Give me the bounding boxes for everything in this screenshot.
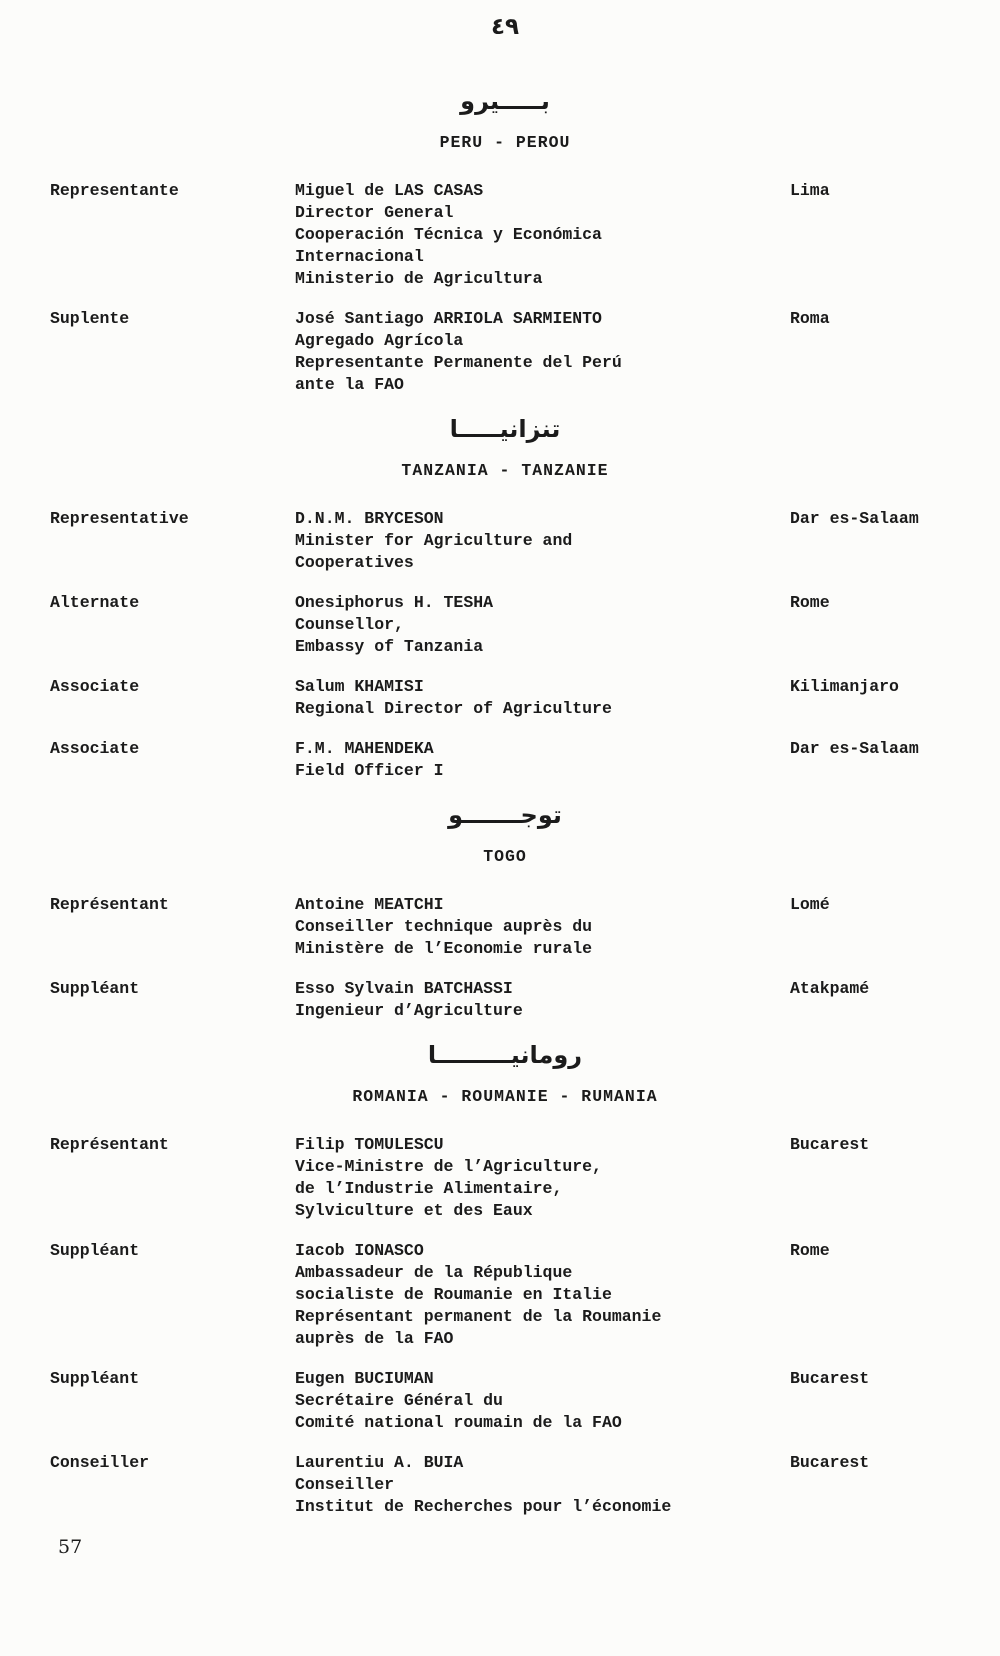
delegate-entry [50, 1240, 960, 1350]
delegate-details [295, 508, 790, 574]
delegate-role: Suppléant [50, 1369, 140, 1388]
delegate-role: Suppléant [50, 1241, 140, 1260]
delegate-city: Kilimanjaro [790, 677, 899, 696]
delegate-details [295, 1134, 790, 1222]
delegate-detail-line: Onesiphorus H. TESHA [295, 593, 494, 612]
delegate-city: Roma [790, 309, 830, 328]
delegate-detail-line: Secrétaire Général du [295, 1391, 503, 1410]
delegate-detail-line: Miguel de LAS CASAS [295, 181, 484, 200]
delegate-role: Représentant [50, 1135, 169, 1154]
delegate-role: Représentant [50, 895, 169, 914]
country-name-latin: PERU - PEROU [439, 133, 571, 152]
delegate-city: Bucarest [790, 1369, 870, 1388]
country-section [50, 800, 960, 1022]
page-number: 57 [58, 1536, 83, 1558]
delegate-role: Suppléant [50, 979, 140, 998]
delegate-detail-line: Ambassadeur de la République [295, 1263, 573, 1282]
delegate-detail-line: auprès de la FAO [295, 1329, 454, 1348]
delegate-detail-line: Minister for Agriculture and [295, 531, 573, 550]
delegate-details [295, 978, 790, 1022]
delegate-detail-line: F.M. MAHENDEKA [295, 739, 434, 758]
delegate-city: Lima [790, 181, 830, 200]
delegate-detail-line: Filip TOMULESCU [295, 1135, 444, 1154]
delegates-list [50, 86, 960, 1518]
delegate-detail-line: José Santiago ARRIOLA SARMIENTO [295, 309, 602, 328]
country-section [50, 86, 960, 396]
delegate-detail-line: de l’Industrie Alimentaire, [295, 1179, 563, 1198]
delegate-entry [50, 592, 960, 658]
delegate-role: Conseiller [50, 1453, 150, 1472]
delegate-detail-line: Field Officer I [295, 761, 444, 780]
country-name-latin: ROMANIA - ROUMANIE - RUMANIA [352, 1087, 658, 1106]
delegate-detail-line: Institut de Recherches pour l’économie [295, 1497, 672, 1516]
delegate-detail-line: Esso Sylvain BATCHASSI [295, 979, 513, 998]
delegate-detail-line: Comité national roumain de la FAO [295, 1413, 622, 1432]
page-number-arabic: ٤٩ [490, 14, 520, 40]
delegate-detail-line: Salum KHAMISI [295, 677, 424, 696]
delegate-entry [50, 978, 960, 1022]
delegate-details [295, 1368, 790, 1434]
delegate-entry [50, 508, 960, 574]
delegate-details [295, 180, 790, 290]
delegate-detail-line: Internacional [295, 247, 424, 266]
delegate-detail-line: Ministère de l’Economie rurale [295, 939, 593, 958]
delegate-detail-line: Representante Permanente del Perú [295, 353, 622, 372]
delegate-role: Representante [50, 181, 179, 200]
delegate-detail-line: Laurentiu A. BUIA [295, 1453, 464, 1472]
country-name-arabic: بـــــيرو [460, 87, 550, 115]
delegate-city: Atakpamé [790, 979, 870, 998]
delegate-detail-line: Iacob IONASCO [295, 1241, 424, 1260]
delegate-detail-line: Ministerio de Agricultura [295, 269, 543, 288]
delegate-detail-line: Cooperatives [295, 553, 414, 572]
delegate-role: Associate [50, 739, 140, 758]
delegate-role: Alternate [50, 593, 140, 612]
delegate-entry [50, 1368, 960, 1434]
delegate-city: Rome [790, 1241, 830, 1260]
delegate-entry [50, 1134, 960, 1222]
delegate-entry [50, 894, 960, 960]
delegate-entry [50, 676, 960, 720]
delegate-detail-line: D.N.M. BRYCESON [295, 509, 444, 528]
delegate-role: Associate [50, 677, 140, 696]
delegate-role: Representative [50, 509, 189, 528]
delegate-detail-line: ante la FAO [295, 375, 404, 394]
country-name-latin: TOGO [483, 847, 527, 866]
delegate-detail-line: Agregado Agrícola [295, 331, 464, 350]
delegate-details [295, 1240, 790, 1350]
delegate-city: Bucarest [790, 1453, 870, 1472]
delegate-detail-line: Ingenieur d’Agriculture [295, 1001, 523, 1020]
delegate-details [295, 676, 790, 720]
delegate-detail-line: Antoine MEATCHI [295, 895, 444, 914]
delegate-detail-line: Regional Director of Agriculture [295, 699, 612, 718]
delegate-details [295, 592, 790, 658]
delegate-detail-line: socialiste de Roumanie en Italie [295, 1285, 612, 1304]
delegate-details [295, 308, 790, 396]
delegate-detail-line: Director General [295, 203, 454, 222]
country-section [50, 1040, 960, 1518]
delegate-city: Dar es-Salaam [790, 739, 919, 758]
delegate-city: Bucarest [790, 1135, 870, 1154]
country-name-arabic: توجـــــــو [448, 801, 562, 829]
delegate-entry [50, 738, 960, 782]
country-name-latin: TANZANIA - TANZANIE [401, 461, 609, 480]
delegate-entry [50, 308, 960, 396]
delegate-detail-line: Cooperación Técnica y Económica [295, 225, 602, 244]
delegate-detail-line: Counsellor, [295, 615, 404, 634]
delegate-details [295, 1452, 790, 1518]
delegate-city: Dar es-Salaam [790, 509, 919, 528]
delegate-city: Lomé [790, 895, 830, 914]
delegate-entry [50, 1452, 960, 1518]
country-name-arabic: تنزانيـــــا [449, 415, 561, 443]
delegate-detail-line: Sylviculture et des Eaux [295, 1201, 533, 1220]
delegate-detail-line: Vice-Ministre de l’Agriculture, [295, 1157, 602, 1176]
delegate-detail-line: Conseiller [295, 1475, 395, 1494]
country-name-arabic: رومانيـــــــــا [427, 1041, 583, 1069]
delegate-detail-line: Représentant permanent de la Roumanie [295, 1307, 662, 1326]
delegate-details [295, 894, 790, 960]
delegate-detail-line: Eugen BUCIUMAN [295, 1369, 434, 1388]
delegate-detail-line: Conseiller technique auprès du [295, 917, 593, 936]
delegate-city: Rome [790, 593, 830, 612]
delegate-details [295, 738, 790, 782]
delegate-detail-line: Embassy of Tanzania [295, 637, 484, 656]
delegate-role: Suplente [50, 309, 130, 328]
country-section [50, 414, 960, 782]
delegate-entry [50, 180, 960, 290]
